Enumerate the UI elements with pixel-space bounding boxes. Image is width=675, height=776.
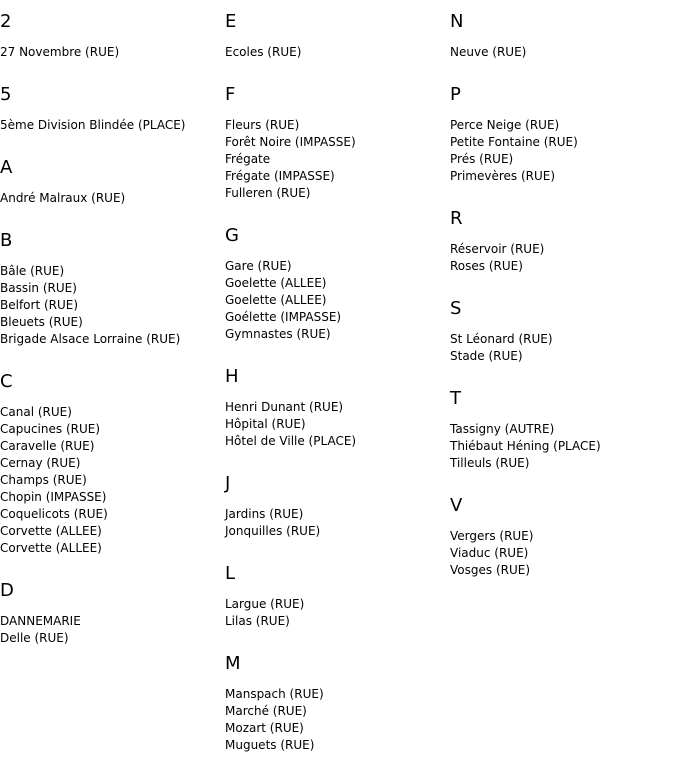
- letter-group: [450, 297, 675, 365]
- street-link[interactable]: Manspach (RUE): [225, 687, 324, 701]
- street-link[interactable]: Roses (RUE): [450, 259, 523, 273]
- street-link[interactable]: Belfort (RUE): [0, 298, 79, 312]
- letter-group: [450, 207, 675, 275]
- letter-heading: R: [450, 208, 463, 229]
- street-link[interactable]: Muguets (RUE): [225, 738, 315, 752]
- street-link[interactable]: Henri Dunant (RUE): [225, 400, 344, 414]
- street-link[interactable]: Viaduc (RUE): [450, 546, 529, 560]
- letter-group: [0, 579, 225, 647]
- street-link[interactable]: Jardins (RUE): [225, 507, 304, 521]
- street-link[interactable]: Frégate: [225, 152, 271, 166]
- letter-heading: B: [0, 230, 13, 251]
- letter-heading: C: [0, 371, 13, 392]
- letter-heading: S: [450, 298, 462, 319]
- street-link[interactable]: Vosges (RUE): [450, 563, 531, 577]
- letter-group: [225, 83, 450, 202]
- street-link[interactable]: Goelette (ALLEE): [225, 293, 327, 307]
- column-3: [450, 10, 675, 601]
- letter-group: [0, 83, 225, 134]
- street-link[interactable]: Tilleuls (RUE): [450, 456, 530, 470]
- street-link[interactable]: Largue (RUE): [225, 597, 305, 611]
- letter-heading: M: [225, 653, 241, 674]
- street-link[interactable]: Canal (RUE): [0, 405, 72, 419]
- letter-heading: 2: [0, 11, 12, 32]
- street-link[interactable]: André Malraux (RUE): [0, 191, 126, 205]
- letter-heading: D: [0, 580, 14, 601]
- street-link[interactable]: Prés (RUE): [450, 152, 514, 166]
- letter-heading: F: [225, 84, 236, 105]
- letter-group: [450, 387, 675, 472]
- street-link[interactable]: Petite Fontaine (RUE): [450, 135, 578, 149]
- letter-heading: H: [225, 366, 239, 387]
- street-link[interactable]: Mozart (RUE): [225, 721, 304, 735]
- street-link[interactable]: Gare (RUE): [225, 259, 292, 273]
- street-link[interactable]: Hôpital (RUE): [225, 417, 306, 431]
- letter-group: [225, 562, 450, 630]
- street-link[interactable]: Bleuets (RUE): [0, 315, 83, 329]
- street-link[interactable]: Brigade Alsace Lorraine (RUE): [0, 332, 181, 346]
- street-link[interactable]: Perce Neige (RUE): [450, 118, 560, 132]
- street-link[interactable]: Cernay (RUE): [0, 456, 81, 470]
- letter-group: [225, 224, 450, 343]
- letter-heading: J: [225, 473, 231, 494]
- letter-group: [450, 83, 675, 185]
- letter-heading: T: [450, 388, 461, 409]
- street-link[interactable]: Lilas (RUE): [225, 614, 290, 628]
- street-link[interactable]: Bassin (RUE): [0, 281, 77, 295]
- street-link[interactable]: Goelette (ALLEE): [225, 276, 327, 290]
- street-link[interactable]: Capucines (RUE): [0, 422, 101, 436]
- letter-group: [225, 472, 450, 540]
- street-link[interactable]: Hôtel de Ville (PLACE): [225, 434, 357, 448]
- street-link[interactable]: Fleurs (RUE): [225, 118, 300, 132]
- letter-group: [225, 652, 450, 754]
- letter-heading: A: [0, 157, 13, 178]
- letter-group: [0, 156, 225, 207]
- street-link[interactable]: DANNEMARIE: [0, 614, 81, 628]
- street-link[interactable]: 5ème Division Blindée (PLACE): [0, 118, 186, 132]
- letter-heading: G: [225, 225, 239, 246]
- street-link[interactable]: Marché (RUE): [225, 704, 307, 718]
- letter-heading: N: [450, 11, 464, 32]
- letter-group: [0, 229, 225, 348]
- street-link[interactable]: Réservoir (RUE): [450, 242, 545, 256]
- street-link[interactable]: Frégate (IMPASSE): [225, 169, 335, 183]
- letter-group: [225, 10, 450, 61]
- street-link[interactable]: St Léonard (RUE): [450, 332, 553, 346]
- street-link[interactable]: Stade (RUE): [450, 349, 523, 363]
- letter-heading: 5: [0, 84, 12, 105]
- street-link[interactable]: Fulleren (RUE): [225, 186, 311, 200]
- letter-group: [450, 10, 675, 61]
- street-link[interactable]: Corvette (ALLEE): [0, 524, 102, 538]
- column-2: [225, 10, 450, 776]
- street-link[interactable]: Champs (RUE): [0, 473, 87, 487]
- street-link[interactable]: Bâle (RUE): [0, 264, 65, 278]
- street-link[interactable]: Vergers (RUE): [450, 529, 534, 543]
- street-link[interactable]: Corvette (ALLEE): [0, 541, 102, 555]
- letter-group: [0, 370, 225, 557]
- street-link[interactable]: Jonquilles (RUE): [225, 524, 321, 538]
- street-link[interactable]: Ecoles (RUE): [225, 45, 302, 59]
- letter-heading: E: [225, 11, 237, 32]
- street-link[interactable]: Forêt Noire (IMPASSE): [225, 135, 356, 149]
- letter-group: [225, 365, 450, 450]
- letter-group: [0, 10, 225, 61]
- street-link[interactable]: Primevères (RUE): [450, 169, 556, 183]
- street-link[interactable]: Neuve (RUE): [450, 45, 527, 59]
- street-link[interactable]: Thiébaut Héning (PLACE): [450, 439, 601, 453]
- street-link[interactable]: Caravelle (RUE): [0, 439, 95, 453]
- letter-heading: V: [450, 495, 463, 516]
- street-link[interactable]: Chopin (IMPASSE): [0, 490, 107, 504]
- street-link[interactable]: 27 Novembre (RUE): [0, 45, 120, 59]
- street-link[interactable]: Coquelicots (RUE): [0, 507, 108, 521]
- street-link[interactable]: Delle (RUE): [0, 631, 69, 645]
- street-link[interactable]: Gymnastes (RUE): [225, 327, 331, 341]
- column-1: [0, 10, 225, 669]
- street-link[interactable]: Goélette (IMPASSE): [225, 310, 342, 324]
- street-link[interactable]: Tassigny (AUTRE): [450, 422, 555, 436]
- letter-heading: P: [450, 84, 461, 105]
- letter-heading: L: [225, 563, 236, 584]
- letter-group: [450, 494, 675, 579]
